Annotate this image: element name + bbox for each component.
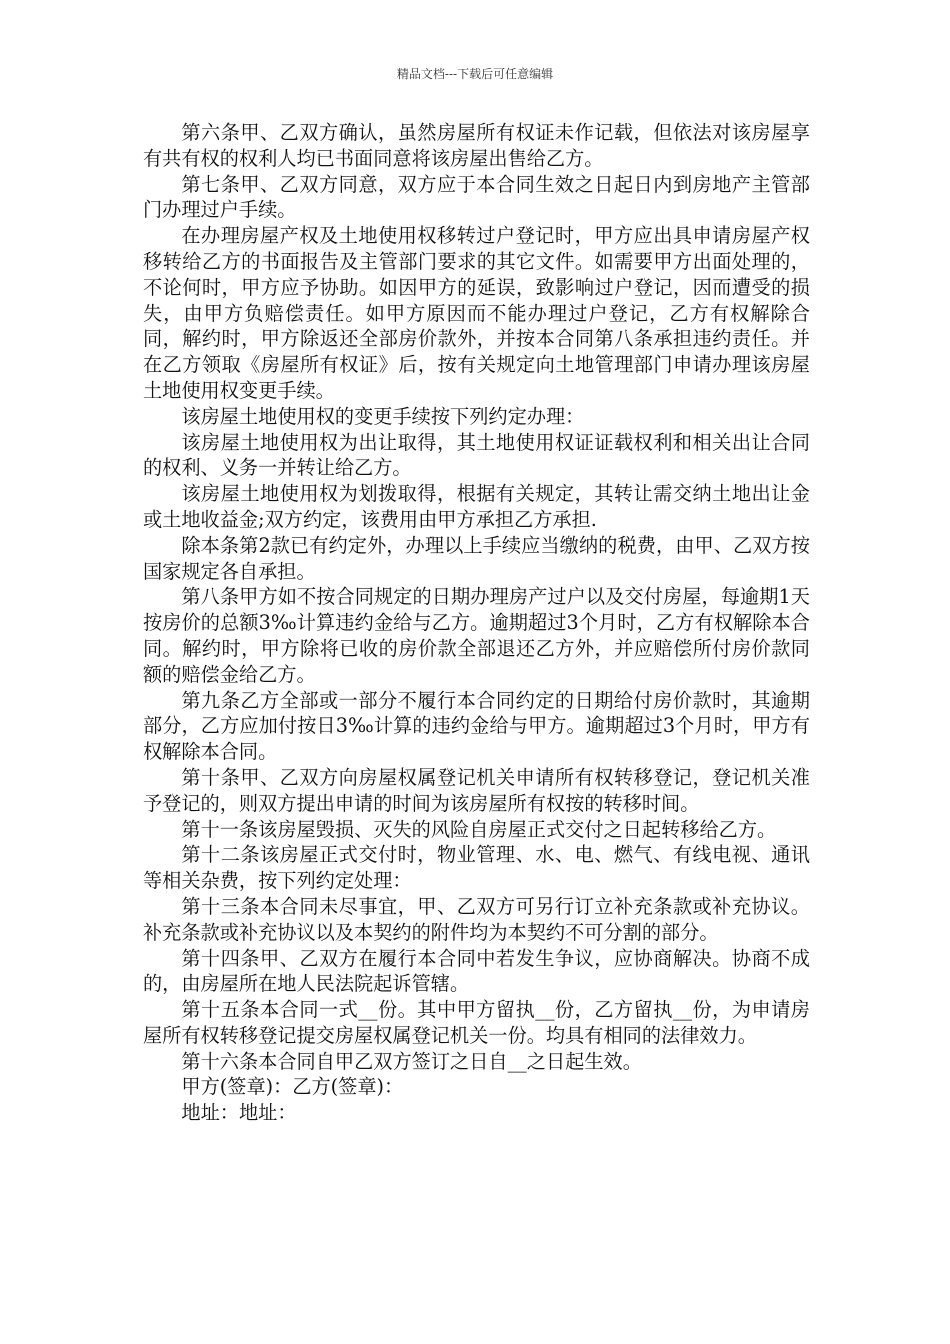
paragraph-article-7: 第七条甲、乙双方同意，双方应于本合同生效之日起日内到房地产主管部门办理过户手续。 [143, 172, 810, 222]
address-line: 地址：地址： [181, 1101, 297, 1125]
paragraph-article-11: 第十一条该房屋毁损、灭失的风险自房屋正式交付之日起转移给乙方。 [181, 817, 777, 841]
paragraph-article-16: 第十六条本合同自甲乙双方签订之日自__之日起生效。 [181, 1049, 642, 1073]
paragraph-article-8: 第八条甲方如不按合同规定的日期办理房产过户以及交付房屋，每逾期1天按房价的总额3‰计算违约金给与乙方。逾期超过3个月时，乙方有权解除本合同。解约时，甲方除将已收的房价款全部退还乙方外，并应赔偿所付房价款同额的赔偿金给乙方。 [143, 585, 810, 686]
paragraph-article-9: 第九条乙方全部或一部分不履行本合同约定的日期给付房价款时，其逾期部分，乙方应加付按日3‰计算的违约金给与甲方。逾期超过3个月时，甲方有权解除本合同。 [143, 688, 810, 764]
page-header: 精品文档---下载后可任意编辑 [396, 67, 554, 81]
paragraph-article-15: 第十五条本合同一式__份。其中甲方留执__份，乙方留执__份，为申请房屋所有权转移登记提交房屋权属登记机关一份。均具有相同的法律效力。 [143, 998, 810, 1047]
signature-line: 甲方(签章)：乙方(签章)： [181, 1075, 404, 1099]
paragraph-land-use-allocated: 该房屋土地使用权为划拨取得，根据有关规定，其转让需交纳土地出让金或土地收益金;双方约定，该费用由甲方承担乙方承担. [143, 482, 810, 531]
paragraph-article-12: 第十二条该房屋正式交付时，物业管理、水、电、燃气、有线电视、通讯等相关杂费，按下列约定处理： [143, 843, 810, 893]
paragraph-land-use-change: 该房屋土地使用权的变更手续按下列约定办理： [181, 404, 585, 428]
paragraph-land-use-granted: 该房屋土地使用权为出让取得，其土地使用权证证载权利和相关出让合同的权利、义务一并转让给乙方。 [143, 430, 810, 480]
document-body [143, 120, 810, 1126]
paragraph-transfer-registration: 在办理房屋产权及土地使用权移转过户登记时，甲方应出具申请房屋产权移转给乙方的书面报告及主管部门要求的其它文件。如需要甲方出面处理的，不论何时，甲方应予协助。如因甲方的延误，致影响过户登记，因而遭受的损失，由甲方负赔偿责任。如甲方原因而不能办理过户登记，乙方有权解除合同，解约时，甲方除返还全部房价款外，并按本合同第八条承担违约责任。并在乙方领取《房屋所有权证》后，按有关规定向土地管理部门申请办理该房屋土地使用权变更手续。 [143, 224, 810, 402]
paragraph-taxes-fees: 除本条第2款已有约定外，办理以上手续应当缴纳的税费，由甲、乙双方按国家规定各自承担。 [143, 533, 810, 583]
paragraph-article-13: 第十三条本合同未尽事宜，甲、乙双方可另行订立补充条款或补充协议。补充条款或补充协议以及本契约的附件均为本契约不可分割的部分。 [143, 894, 810, 944]
paragraph-article-10: 第十条甲、乙双方向房屋权属登记机关申请所有权转移登记，登记机关准予登记的，则双方提出申请的时间为该房屋所有权按的转移时间。 [143, 765, 810, 815]
paragraph-article-6: 第六条甲、乙双方确认，虽然房屋所有权证未作记载，但依法对该房屋享有共有权的权利人均已书面同意将该房屋出售给乙方。 [143, 121, 810, 170]
paragraph-article-14: 第十四条甲、乙双方在履行本合同中若发生争议，应协商解决。协商不成的，由房屋所在地人民法院起诉管辖。 [143, 946, 810, 996]
